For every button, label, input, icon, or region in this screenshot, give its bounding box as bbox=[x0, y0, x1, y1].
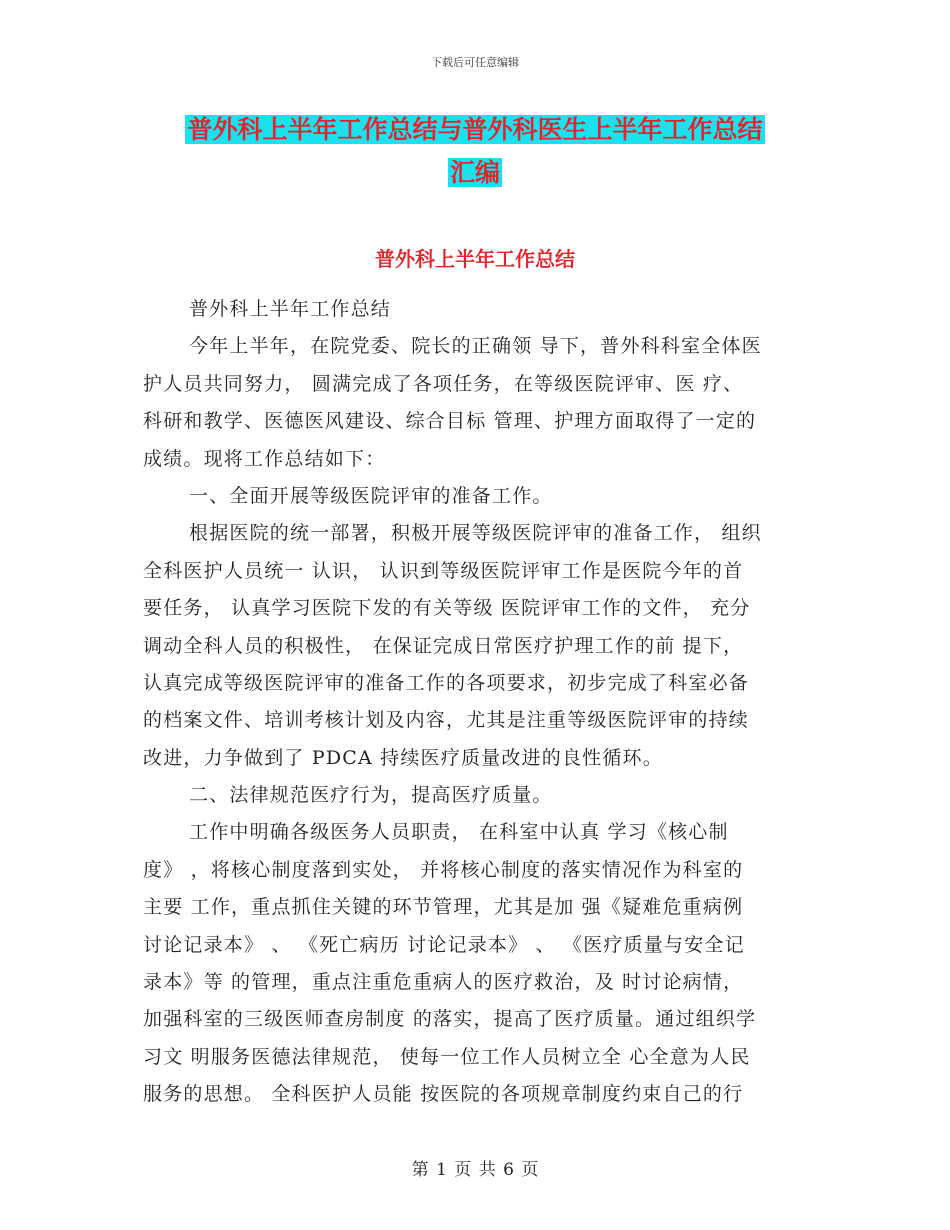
text-line: 讨论记录本》 、 《死亡病历 讨论记录本》 、 《医疗质量与安全记 bbox=[143, 933, 745, 956]
text-line: 认真完成等级医院评审的准备工作的各项要求，初步完成了科室必备 bbox=[143, 671, 750, 694]
text-line: 服务的思想。 全科医护人员能 按医院的各项规章制度约束自己的行 bbox=[143, 1083, 744, 1106]
title-line-2: 汇编 bbox=[449, 158, 500, 187]
text-line: 普外科上半年工作总结 bbox=[189, 298, 392, 320]
text-line: 全科医护人员统一 认识， 认识到等级医院评审工作是医院今年的首 bbox=[143, 559, 744, 582]
document-title bbox=[0, 110, 950, 150]
title-line-1: 普外科上半年工作总结与普外科医生上半年工作总结 bbox=[187, 115, 763, 144]
text-line: 二、法律规范医疗行为，提高医疗质量。 bbox=[189, 784, 553, 807]
text-line: 的档案文件、培训考核计划及内容，尤其是注重等级医院评审的持续 bbox=[143, 709, 750, 732]
text-line: 改进，力争做到了 PDCA 持续医疗质量改进的良性循环。 bbox=[143, 746, 663, 769]
text-line: 主要 工作，重点抓住关键的环节管理，尤其是加 强《疑难危重病例 bbox=[143, 896, 744, 919]
header-note: 下载后可任意编辑 bbox=[431, 56, 519, 69]
section-heading: 普外科上半年工作总结 bbox=[375, 247, 575, 271]
text-line: 录本》等 的管理，重点注重危重病人的医疗救治，及 时讨论病情， bbox=[143, 971, 744, 994]
text-line: 根据医院的统一部署，积极开展等级医院评审的准备工作， 组织 bbox=[189, 522, 762, 545]
text-line: 习文 明服务医德法律规范， 使每一位工作人员树立全 心全意为人民 bbox=[143, 1045, 751, 1068]
text-line: 工作中明确各级医务人员职责， 在科室中认真 学习《核心制 bbox=[189, 821, 729, 844]
text-line: 加强科室的三级医师查房制度 的落实，提高了医疗质量。通过组织学 bbox=[143, 1008, 757, 1031]
text-line: 科研和教学、医德医风建设、综合目标 管理、护理方面取得了一定的 bbox=[143, 410, 757, 433]
text-line: 今年上半年，在院党委、院长的正确领 导下，普外科科室全体医 bbox=[189, 335, 762, 358]
text-line: 一、全面开展等级医院评审的准备工作。 bbox=[189, 484, 553, 507]
text-line: 成绩。现将工作总结如下： bbox=[143, 447, 386, 470]
page-number: 第 1 页 共 6 页 bbox=[411, 1160, 539, 1180]
body-text bbox=[143, 291, 808, 1114]
text-line: 度》 ，将核心制度落到实处， 并将核心制度的落实情况作为科室的 bbox=[143, 858, 744, 881]
document-title-continued bbox=[0, 153, 950, 193]
text-line: 护人员共同努力， 圆满完成了各项任务，在等级医院评审、医 疗、 bbox=[143, 372, 744, 395]
text-line: 要任务， 认真学习医院下发的有关等级 医院评审工作的文件， 充分 bbox=[143, 597, 751, 620]
text-line: 调动全科人员的积极性， 在保证完成日常医疗护理工作的前 提下， bbox=[143, 634, 744, 657]
